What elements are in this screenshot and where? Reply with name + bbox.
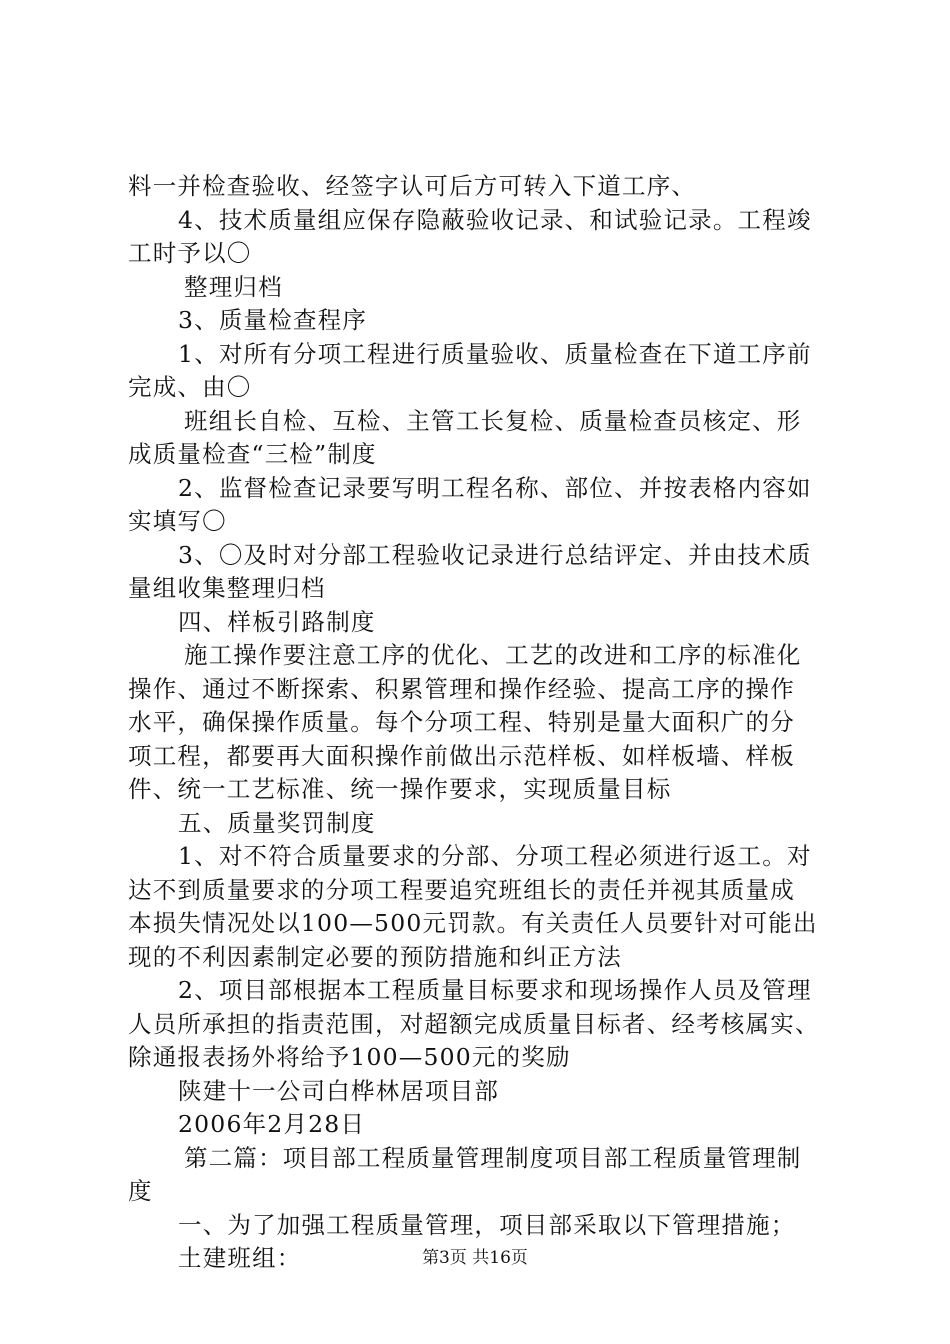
text-line: 施工操作要注意工序的优化、工艺的改进和工序的标准化 [184, 641, 802, 669]
text-line: 人员所承担的指责范围，对超额完成质量目标者、经考核属实、 [128, 1009, 820, 1038]
text-line: 1、对不符合质量要求的分部、分项工程必须进行返工。对 [178, 842, 812, 870]
text-line: 量组收集整理归档 [128, 574, 326, 602]
text-line: 达不到质量要求的分项工程要追究班组长的责任并视其质量成 [128, 875, 795, 904]
signature-org: 陕建十一公司白桦林居项目部 [178, 1076, 500, 1105]
text-line: 1、对所有分项工程进行质量验收、质量检查在下道工序前 [178, 339, 812, 368]
text-line: 件、统一工艺标准、统一操作要求，实现质量目标 [128, 775, 672, 803]
text-line: 完成、由〇 [128, 373, 252, 401]
section-heading: 四、样板引路制度 [178, 607, 376, 636]
text-line: 本损失情况处以100—500元罚款。有关责任人员要针对可能出 [128, 909, 818, 937]
text-line: 班组长自检、互检、主管工长复检、质量检查员核定、形 [184, 406, 802, 435]
section-heading: 五、质量奖罚制度 [178, 808, 376, 837]
document-body [128, 170, 840, 1276]
text-line: 2、监督检查记录要写明工程名称、部位、并按表格内容如 [178, 473, 812, 502]
text-line: 4、技术质量组应保存隐蔽验收记录、和试验记录。工程竣 [178, 205, 812, 234]
text-line: 除通报表扬外将给予100—500元的奖励 [128, 1043, 571, 1071]
text-line: 现的不利因素制定必要的预防措施和纠正方法 [128, 942, 622, 971]
text-line: 2、项目部根据本工程质量目标要求和现场操作人员及管理 [178, 976, 812, 1004]
text-line: 整理归档 [184, 272, 283, 301]
text-line: 一、为了加强工程质量管理，项目部采取以下管理措施； [178, 1210, 796, 1239]
text-line: 水平，确保操作质量。每个分项工程、特别是量大面积广的分 [128, 708, 795, 736]
text-line: 成质量检查“三检”制度 [128, 440, 377, 468]
section-heading: 3、质量检查程序 [178, 306, 368, 334]
text-line: 工时予以〇 [128, 239, 252, 267]
text-line: 项工程，都要再大面积操作前做出示范样板、如样板墙、样板 [128, 741, 795, 770]
text-line: 料一并检查验收、经签字认可后方可转入下道工序、 [128, 172, 697, 200]
chapter-title-cont: 度 [128, 1177, 153, 1205]
page-number: 第3页 共16页 [422, 1248, 528, 1268]
chapter-title: 第二篇：项目部工程质量管理制度项目部工程质量管理制 [184, 1143, 802, 1172]
text-line: 3、〇及时对分部工程验收记录进行总结评定、并由技术质 [178, 540, 812, 569]
signature-date: 2006年2月28日 [178, 1110, 366, 1138]
text-line: 实填写〇 [128, 507, 227, 535]
text-line: 土建班组： [178, 1244, 302, 1272]
text-line: 操作、通过不断探索、积累管理和操作经验、提高工序的操作 [128, 674, 795, 703]
